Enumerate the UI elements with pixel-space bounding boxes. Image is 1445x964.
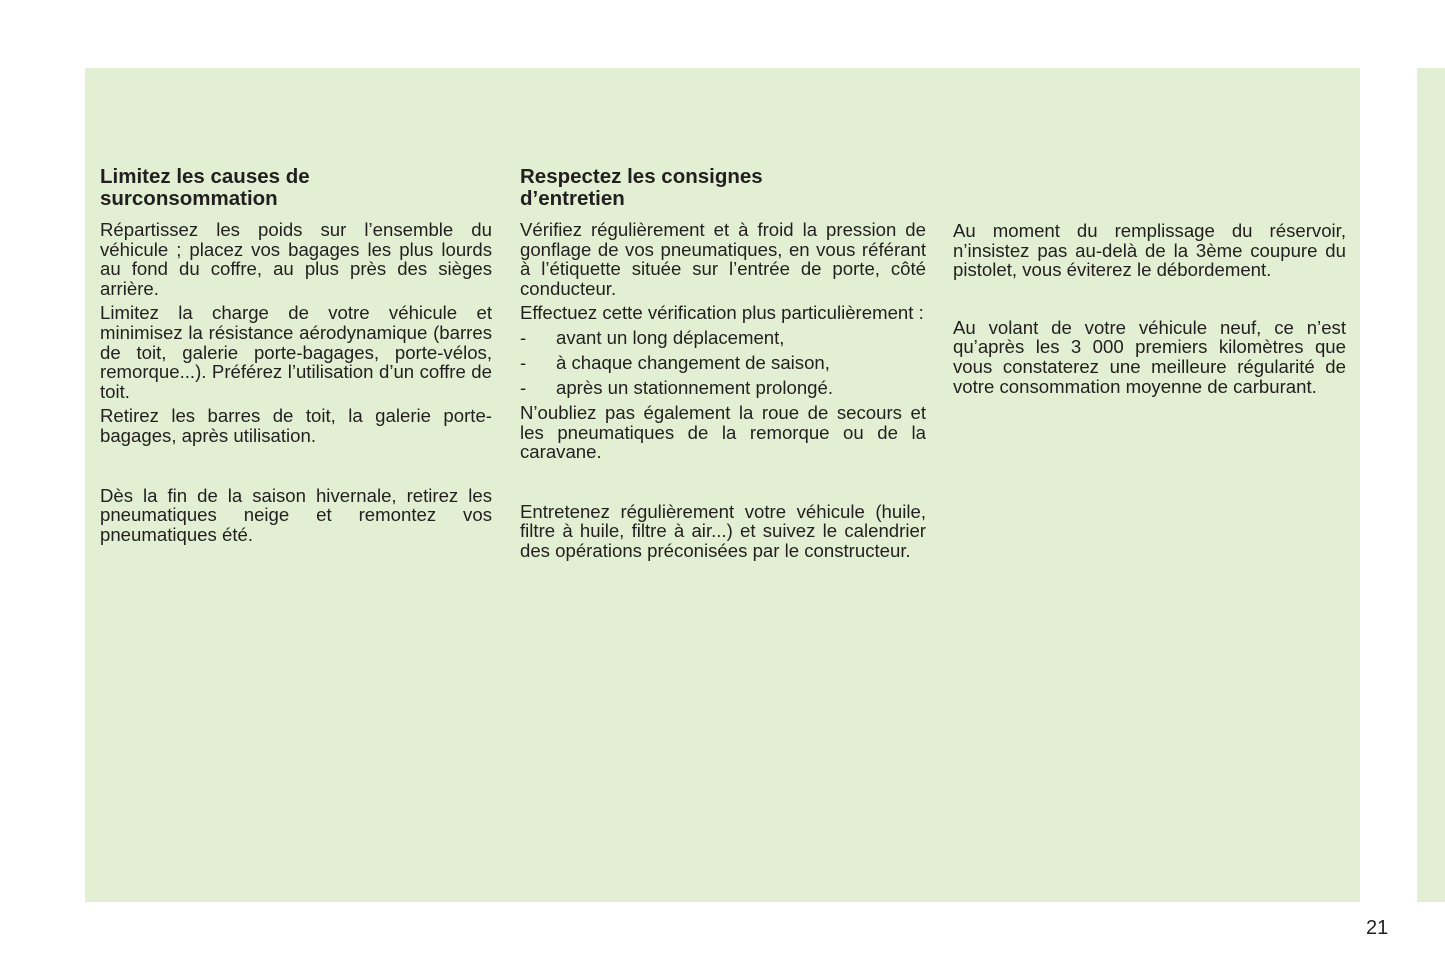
- heading-line-1: Respectez les consignes: [520, 165, 763, 188]
- column-fuel-consumption: [100, 166, 492, 549]
- list-item-text: à chaque changement de saison,: [556, 351, 830, 373]
- heading-line-2: d’entretien: [520, 187, 625, 210]
- list-item-text: après un stationnement prolongé.: [556, 376, 834, 398]
- column-refuelling: [953, 221, 1346, 401]
- section-heading-entretien: [520, 166, 926, 210]
- paragraph-tyre-pressure: Vérifiez régulièrement et à froid la pression de gonflage de vos pneumatiques, en vous référant à l’étiquette située sur l’entrée de porte, côté conducteur.: [520, 219, 926, 299]
- paragraph-spare-wheel: N’oubliez pas également la roue de secours et les pneumatiques de la remorque ou de la caravane.: [520, 401, 926, 463]
- paragraph-regular-service: Entretenez régulièrement votre véhicule (huile, filtre à huile, filtre à air...) et suivez le calendrier des opérations préconisées par le constructeur.: [520, 500, 926, 561]
- dash-bullet: -: [520, 326, 527, 348]
- paragraph-remove-roof-bars: Retirez les barres de toit, la galerie porte-bagages, après utilisation.: [100, 405, 492, 446]
- paragraph-new-vehicle: Au volant de votre véhicule neuf, ce n’est qu’après les 3 000 premiers kilomètres que vous constaterez une meilleure régularité de votre consommation moyenne de carburant.: [953, 316, 1346, 397]
- check-occasions-list: [520, 328, 926, 398]
- column-maintenance: [520, 166, 926, 565]
- list-item: [520, 328, 926, 348]
- paragraph-limit-load: Limitez la charge de votre véhicule et minimisez la résistance aérodynamique (barres de toit, galerie porte-bagages, porte-vélos, remorque...). Préférez l’utilisation d’un coffre de toit.: [100, 302, 492, 402]
- dash-bullet: -: [520, 351, 527, 373]
- heading-line-1: Limitez les causes de: [100, 165, 310, 188]
- paragraph-check-especially: Effectuez cette vérification plus particulièrement :: [520, 302, 924, 324]
- heading-line-2: surconsommation: [100, 187, 278, 210]
- list-item: [520, 378, 926, 398]
- side-tab-strip: [1417, 68, 1445, 902]
- list-item-text: avant un long déplacement,: [556, 326, 785, 348]
- paragraph-winter-tyres: Dès la fin de la saison hivernale, retirez les pneumatiques neige et remontez vos pneumatiques été.: [100, 484, 492, 545]
- section-heading-surconsommation: [100, 166, 492, 210]
- page-number: 21: [1366, 917, 1389, 939]
- dash-bullet: -: [520, 376, 527, 398]
- list-item: [520, 353, 926, 373]
- paragraph-weight-distribution: Répartissez les poids sur l’ensemble du véhicule ; placez vos bagages les plus lourds au fond du coffre, au plus près des sièges arrière.: [100, 219, 492, 299]
- paragraph-refuelling: Au moment du remplissage du réservoir, n’insistez pas au-delà de la 3ème coupure du pistolet, vous éviterez le débordement.: [953, 220, 1346, 281]
